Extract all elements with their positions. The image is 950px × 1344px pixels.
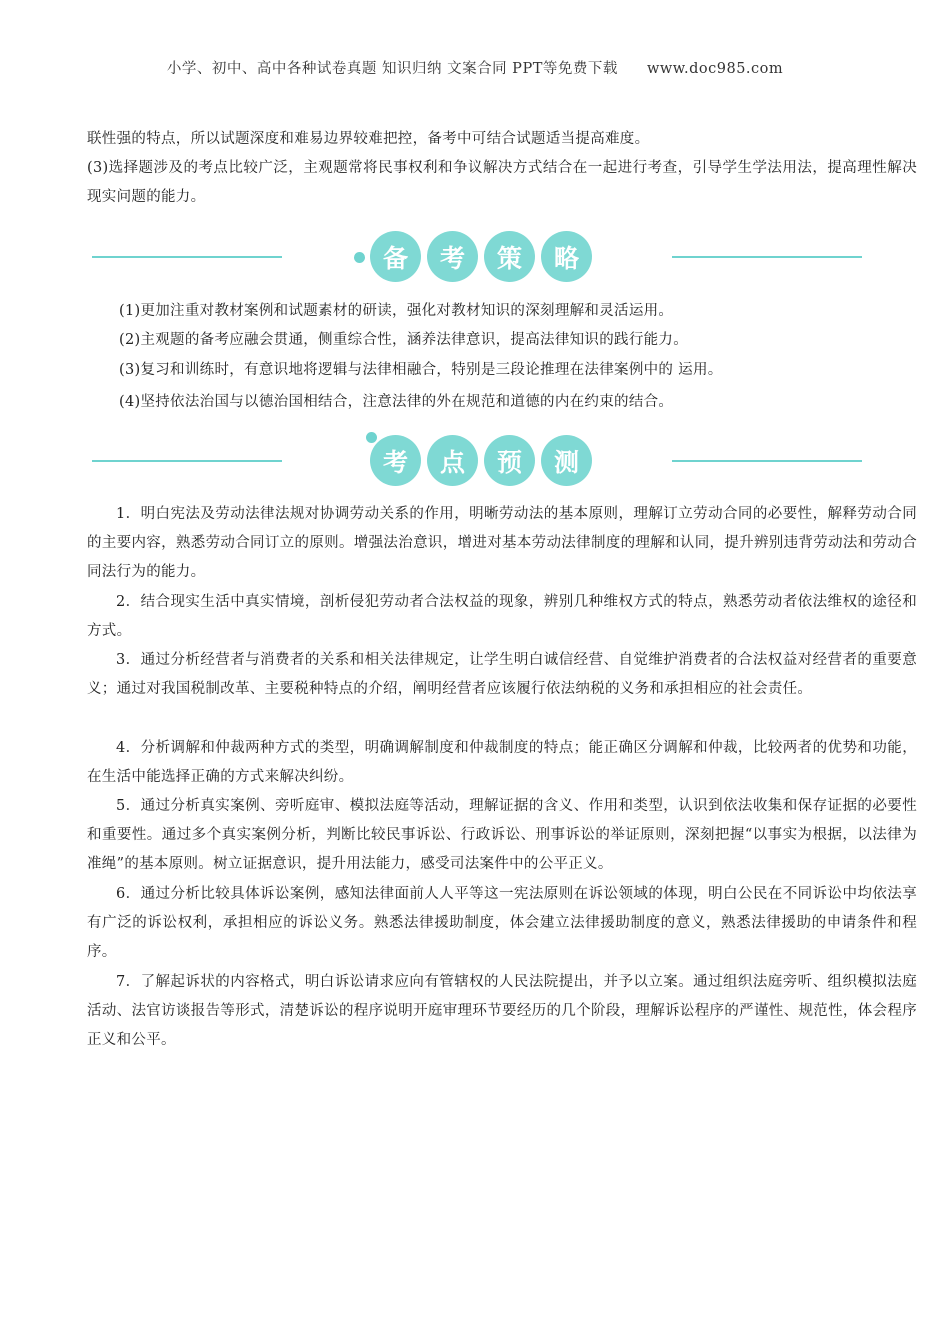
banner-divider-right: [672, 256, 862, 258]
banner-char: 预: [484, 435, 535, 486]
banner-char: 考: [427, 231, 478, 282]
banner-title: [370, 231, 600, 283]
strategy-item: (4)坚持依法治国与以德治国相结合，注意法律的外在规范和道德的内在约束的结合。: [119, 394, 674, 410]
banner-char: 测: [541, 435, 592, 486]
prediction-item-3: 3．通过分析经营者与消费者的关系和相关法律规定，让学生明白诚信经营、自觉维护消费者的合法权益对经营者的重要意义；通过对我国税制改革、主要税种特点的介绍，阐明经营者应该履行依法纳税的义务和承担相应的社会责任。: [87, 652, 917, 697]
section-banner-strategy: [92, 228, 862, 288]
banner-char: 考: [370, 435, 421, 486]
intro-paragraph-1: 联性强的特点，所以试题深度和难易边界较难把控，备考中可结合试题适当提高难度。: [87, 131, 650, 147]
banner-char: 点: [427, 435, 478, 486]
banner-divider-right: [672, 460, 862, 462]
prediction-item-5: 5．通过分析真实案例、旁听庭审、模拟法庭等活动，理解证据的含义、作用和类型，认识到依法收集和保存证据的必要性和重要性。通过多个真实案例分析，判断比较民事诉讼、行政诉讼、刑事诉讼的举证原则，深刻把握“以事实为根据，以法律为准绳”的基本原则。树立证据意识，提升用法能力，感受司法案件中的公平正义。: [87, 798, 917, 872]
page-header: [0, 57, 950, 78]
banner-dot: [354, 252, 365, 263]
strategy-item: (3)复习和训练时，有意识地将逻辑与法律相融合，特别是三段论推理在法律案例中的 运用。: [119, 362, 723, 378]
banner-char: 略: [541, 231, 592, 282]
header-url[interactable]: www.doc985.com: [646, 61, 784, 77]
prediction-item-1: 1．明白宪法及劳动法律法规对协调劳动关系的作用，明晰劳动法的基本原则，理解订立劳动合同的必要性，解释劳动合同的主要内容，熟悉劳动合同订立的原则。增强法治意识，增进对基本劳动法律制度的理解和认同，提升辨别违背劳动法和劳动合同法行为的能力。: [87, 506, 917, 580]
strategy-item: (1)更加注重对教材案例和试题素材的研读，强化对教材知识的深刻理解和灵活运用。: [119, 303, 674, 319]
strategy-item: (2)主观题的备考应融会贯通，侧重综合性，涵养法律意识，提高法律知识的践行能力。: [119, 332, 689, 348]
prediction-item-2: 2．结合现实生活中真实情境，剖析侵犯劳动者合法权益的现象，辨别几种维权方式的特点，熟悉劳动者依法维权的途径和方式。: [87, 594, 917, 639]
prediction-item-4: 4．分析调解和仲裁两种方式的类型，明确调解制度和仲裁制度的特点；能正确区分调解和仲裁，比较两者的优势和功能，在生活中能选择正确的方式来解决纠纷。: [87, 740, 917, 785]
banner-char: 策: [484, 231, 535, 282]
banner-divider-left: [92, 256, 282, 258]
prediction-item-7: 7．了解起诉状的内容格式，明白诉讼请求应向有管辖权的人民法院提出，并予以立案。通过组织法庭旁听、组织模拟法庭活动、法官访谈报告等形式，清楚诉讼的程序说明开庭审理环节要经历的几个阶段，理解诉讼程序的严谨性、规范性，体会程序正义和公平。: [87, 974, 917, 1048]
banner-char: 备: [370, 231, 421, 282]
header-text: 小学、初中、高中各种试卷真题 知识归纳 文案合同 PPT等免费下载: [166, 61, 618, 77]
prediction-item-6: 6．通过分析比较具体诉讼案例，感知法律面前人人平等这一宪法原则在诉讼领域的体现，明白公民在不同诉讼中均依法享有广泛的诉讼权利，承担相应的诉讼义务。熟悉法律援助制度，体会建立法律援助制度的意义，熟悉法律援助的申请条件和程序。: [87, 886, 917, 960]
intro-paragraph-2: (3)选择题涉及的考点比较广泛，主观题常将民事权利和争议解决方式结合在一起进行考查，引导学生学法用法，提高理性解决现实问题的能力。: [87, 160, 917, 205]
banner-divider-left: [92, 460, 282, 462]
banner-title: [370, 435, 600, 487]
section-banner-predictions: [92, 432, 862, 492]
